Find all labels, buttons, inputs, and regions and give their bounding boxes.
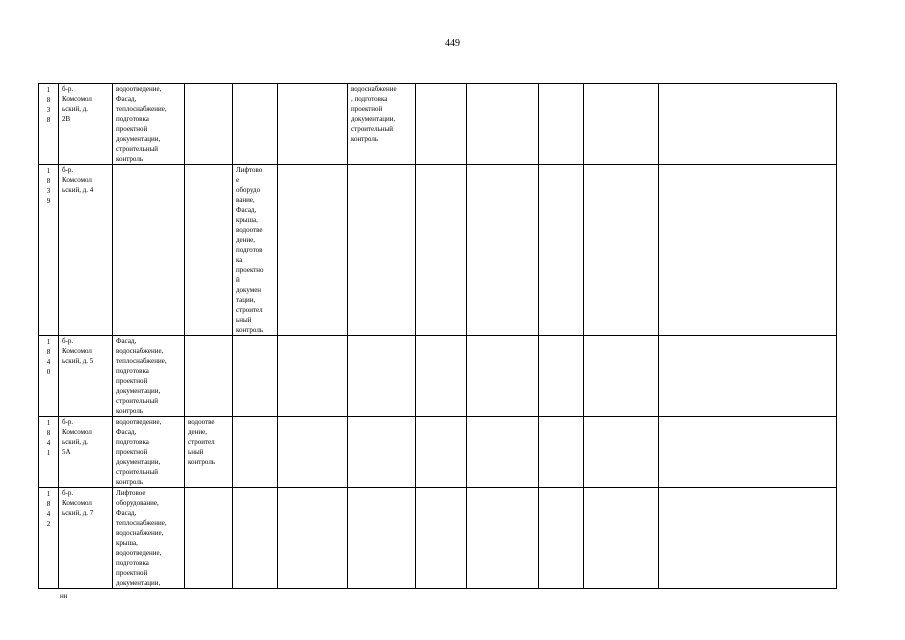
work-type-cell (416, 336, 467, 417)
work-type-cell (185, 336, 233, 417)
work-type-cell (348, 165, 416, 336)
work-type-cell (233, 84, 278, 165)
work-type-cell (278, 84, 348, 165)
work-type-cell (539, 417, 584, 488)
work-type-cell (416, 84, 467, 165)
work-type-cell: Лифтовое оборудование, Фасад, теплоснабжение, водоснабжение, крыша, водоотведение, подготовка проектной документации, (113, 488, 185, 589)
address-cell: б-р. Комсомол ьский, д. 7 (59, 488, 113, 589)
page-number: 449 (445, 38, 460, 49)
work-type-cell (278, 417, 348, 488)
work-type-cell (584, 417, 659, 488)
work-type-cell (233, 417, 278, 488)
work-type-cell (467, 165, 539, 336)
work-type-cell (467, 417, 539, 488)
row-number-cell: 1 8 4 2 (39, 488, 59, 589)
work-type-cell (278, 336, 348, 417)
work-type-cell (659, 417, 837, 488)
work-type-cell (233, 336, 278, 417)
address-cell: б-р. Комсомол ьский, д. 5 (59, 336, 113, 417)
work-type-cell (539, 165, 584, 336)
work-type-cell (278, 488, 348, 589)
work-type-cell (185, 165, 233, 336)
table-row (39, 84, 837, 165)
table-row (39, 165, 837, 336)
address-cell: б-р. Комсомол ьский, д. 4 (59, 165, 113, 336)
row-number-cell: 1 8 3 9 (39, 165, 59, 336)
work-type-cell (539, 336, 584, 417)
work-type-cell: водоотве дение, строител ьный контроль (185, 417, 233, 488)
work-type-cell (185, 84, 233, 165)
work-type-cell: Лифтово е оборудо вание, Фасад, крыша, водоотве дение, подготов ка проектно й докумен тации, строител ьный контроль (233, 165, 278, 336)
work-type-cell (278, 165, 348, 336)
work-type-cell (416, 165, 467, 336)
work-type-cell (539, 84, 584, 165)
work-type-cell (584, 488, 659, 589)
table-row (39, 336, 837, 417)
work-type-cell (467, 336, 539, 417)
work-type-cell (467, 488, 539, 589)
work-type-cell (659, 488, 837, 589)
work-type-cell: водоснабжение , подготовка проектной документации, строительный контроль (348, 84, 416, 165)
row-number-cell: 1 8 4 1 (39, 417, 59, 488)
work-type-cell: водоотведение, Фасад, теплоснабжение, подготовка проектной документации, строительный контроль (113, 84, 185, 165)
work-type-cell: водоотведение, Фасад, подготовка проектной документации, строительный контроль (113, 417, 185, 488)
work-type-cell (348, 417, 416, 488)
table-row (39, 488, 837, 589)
work-type-cell (659, 336, 837, 417)
work-type-cell (659, 84, 837, 165)
work-type-cell (185, 488, 233, 589)
data-table (38, 83, 837, 589)
work-type-cell (539, 488, 584, 589)
work-type-cell (416, 488, 467, 589)
work-type-cell (584, 84, 659, 165)
work-type-cell (416, 417, 467, 488)
work-type-cell (659, 165, 837, 336)
work-type-cell (348, 488, 416, 589)
address-cell: б-р. Комсомол ьский, д. 5А (59, 417, 113, 488)
work-type-cell (233, 488, 278, 589)
address-cell: б-р. Комсомол ьский, д. 2В (59, 84, 113, 165)
work-type-cell (584, 165, 659, 336)
work-type-cell (467, 84, 539, 165)
table-row (39, 417, 837, 488)
work-type-cell (113, 165, 185, 336)
work-type-cell (584, 336, 659, 417)
row-number-cell: 1 8 3 8 (39, 84, 59, 165)
work-type-cell (348, 336, 416, 417)
work-type-cell: Фасад, водоснабжение, теплоснабжение, подготовка проектной документации, строительный контроль (113, 336, 185, 417)
footer-text: нн (60, 592, 68, 600)
row-number-cell: 1 8 4 0 (39, 336, 59, 417)
